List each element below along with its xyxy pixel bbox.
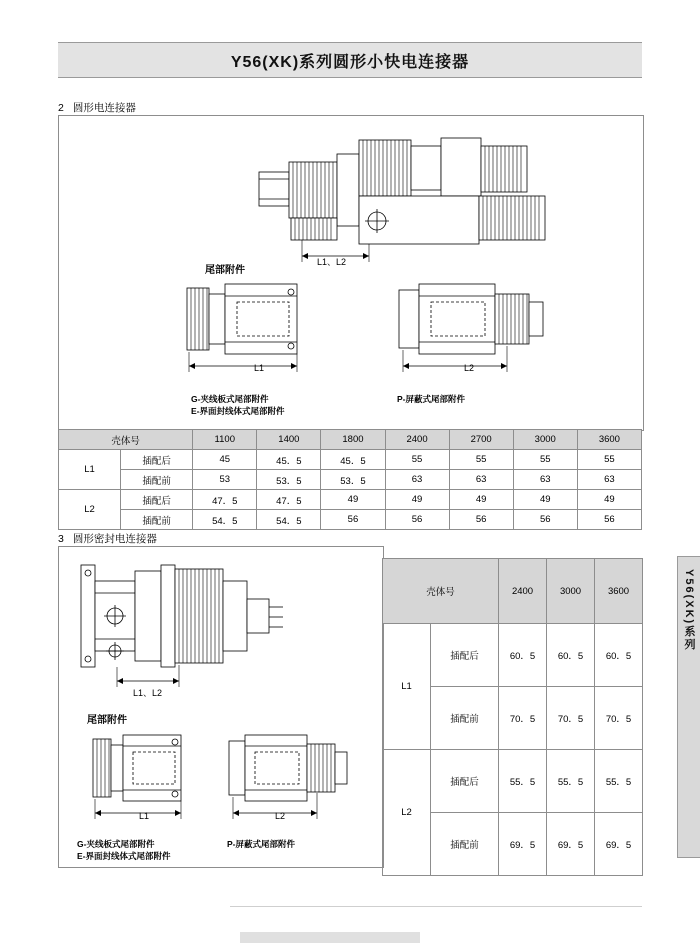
- table-row: [383, 750, 643, 813]
- table1-cell-r2c2: 49: [321, 490, 385, 510]
- table2-shell-2400: 2400: [499, 559, 547, 624]
- table1-cell-r1c3: 63: [385, 470, 449, 490]
- dimension-label-l2-fig1: L2: [464, 363, 475, 373]
- table1-cell-r0c1: 45．5: [257, 450, 321, 470]
- section-number-3: 3: [58, 533, 64, 545]
- table1-cell-r0c2: 45．5: [321, 450, 385, 470]
- table1-shell-1800: 1800: [321, 430, 385, 450]
- table-row: [59, 470, 642, 490]
- dimension-table-1: [58, 429, 642, 530]
- bottom-divider: [230, 906, 642, 907]
- section-heading-2: [58, 100, 136, 115]
- accessory-title-fig2: 尾部附件: [87, 715, 127, 726]
- table1-cell-r3c3: 56: [385, 510, 449, 530]
- caption-left-line2-fig2: E-界面封线体式尾部附件: [77, 851, 171, 861]
- table2-state-r0: 插配后: [431, 624, 499, 687]
- caption-left-line1-fig2: G-夹线板式尾部附件: [77, 839, 155, 849]
- table1-cell-r2c5: 49: [513, 490, 577, 510]
- caption-left-line2-fig1: E-界面封线体式尾部附件: [191, 406, 285, 416]
- table1-cell-r3c2: 56: [321, 510, 385, 530]
- table1-state-r1: 插配前: [121, 470, 193, 490]
- table1-group-l1: L1: [59, 450, 121, 490]
- section-heading-3: [58, 531, 157, 546]
- table2-cell-r0c2: 60．5: [595, 624, 643, 687]
- table2-cell-r1c0: 70．5: [499, 687, 547, 750]
- page-title: Y56(XK)系列圆形小快电连接器: [230, 53, 470, 71]
- table1-cell-r2c0: 47．5: [193, 490, 257, 510]
- table-row: [59, 510, 642, 530]
- table1-state-r2: 插配后: [121, 490, 193, 510]
- table2-group-l2: L2: [383, 750, 431, 876]
- table2-cell-r2c2: 55．5: [595, 750, 643, 813]
- dimension-label-l1l2-fig2: L1、L2: [133, 688, 163, 698]
- table1-cell-r2c6: 49: [577, 490, 641, 510]
- table2-group-l1: L1: [383, 624, 431, 750]
- table1-cell-r3c0: 54．5: [193, 510, 257, 530]
- table-row: [383, 559, 643, 624]
- table1-cell-r0c5: 55: [513, 450, 577, 470]
- table1-cell-r3c1: 54．5: [257, 510, 321, 530]
- table1-cell-r2c1: 47．5: [257, 490, 321, 510]
- table2-cell-r1c1: 70．5: [547, 687, 595, 750]
- table1-cell-r1c1: 53．5: [257, 470, 321, 490]
- caption-left-line1-fig1: G-夹线板式尾部附件: [191, 394, 269, 404]
- dimension-label-l1l2-fig1: L1、L2: [317, 257, 347, 267]
- table2-cell-r2c1: 55．5: [547, 750, 595, 813]
- page-title-banner: [58, 42, 642, 78]
- table-row: [59, 490, 642, 510]
- table2-cell-r0c1: 60．5: [547, 624, 595, 687]
- table1-cell-r1c5: 63: [513, 470, 577, 490]
- figure-connector-drawing-2: [58, 546, 384, 868]
- table1-shell-2400: 2400: [385, 430, 449, 450]
- table1-cell-r0c4: 55: [449, 450, 513, 470]
- table2-state-r1: 插配前: [431, 687, 499, 750]
- table-row: [59, 430, 642, 450]
- accessory-title-fig1: 尾部附件: [205, 265, 245, 276]
- assembly-drawing-1: [59, 116, 643, 276]
- dimension-label-l2-fig2: L2: [275, 811, 286, 821]
- table1-shell-2700: 2700: [449, 430, 513, 450]
- dimension-label-l1-fig2: L1: [139, 811, 150, 821]
- table2-shell-3000: 3000: [547, 559, 595, 624]
- assembly-drawing-2: [59, 547, 383, 717]
- table1-cell-r2c4: 49: [449, 490, 513, 510]
- table1-cell-r1c4: 63: [449, 470, 513, 490]
- table2-state-r3: 插配前: [431, 813, 499, 876]
- caption-right-fig1: [397, 393, 465, 405]
- table1-shell-3000: 3000: [513, 430, 577, 450]
- table1-state-r3: 插配前: [121, 510, 193, 530]
- caption-right-line1-fig1: P-屏蔽式尾部附件: [397, 394, 466, 404]
- table2-corner-label: 壳体号: [383, 559, 499, 624]
- table2-cell-r3c1: 69．5: [547, 813, 595, 876]
- figure-connector-drawing-1: [58, 115, 644, 431]
- table2-cell-r0c0: 60．5: [499, 624, 547, 687]
- table2-state-r2: 插配后: [431, 750, 499, 813]
- table1-cell-r3c6: 56: [577, 510, 641, 530]
- table1-shell-1400: 1400: [257, 430, 321, 450]
- table2-cell-r3c2: 69．5: [595, 813, 643, 876]
- caption-left-fig2: [77, 838, 171, 862]
- section-title-2: 圆形电连接器: [72, 102, 136, 114]
- bottom-bar: [240, 932, 420, 943]
- table-row: [383, 624, 643, 687]
- dimension-label-l1-fig1: L1: [254, 363, 265, 373]
- caption-right-fig2: [227, 838, 295, 850]
- table2-cell-r3c0: 69．5: [499, 813, 547, 876]
- table1-corner-label: 壳体号: [59, 430, 193, 450]
- side-tab: [677, 556, 700, 858]
- table1-cell-r0c3: 55: [385, 450, 449, 470]
- table1-state-r0: 插配后: [121, 450, 193, 470]
- table1-cell-r1c2: 53．5: [321, 470, 385, 490]
- table2-shell-3600: 3600: [595, 559, 643, 624]
- table2-cell-r1c2: 70．5: [595, 687, 643, 750]
- table1-shell-1100: 1100: [193, 430, 257, 450]
- table1-cell-r1c0: 53: [193, 470, 257, 490]
- caption-left-fig1: [191, 393, 285, 417]
- table-row: [59, 450, 642, 470]
- table1-cell-r3c5: 56: [513, 510, 577, 530]
- accessory-drawings-1: [59, 276, 643, 401]
- table1-group-l2: L2: [59, 490, 121, 530]
- table1-cell-r0c0: 45: [193, 450, 257, 470]
- table1-cell-r3c4: 56: [449, 510, 513, 530]
- section-title-3: 圆形密封电连接器: [72, 533, 157, 545]
- section-number-2: 2: [58, 102, 64, 114]
- table2-cell-r2c0: 55．5: [499, 750, 547, 813]
- table1-cell-r0c6: 55: [577, 450, 641, 470]
- caption-right-line1-fig2: P-屏蔽式尾部附件: [227, 839, 296, 849]
- side-tab-label: Y56(XK)系列: [683, 569, 695, 652]
- table1-cell-r2c3: 49: [385, 490, 449, 510]
- dimension-table-2: [382, 558, 643, 876]
- table1-shell-3600: 3600: [577, 430, 641, 450]
- table1-cell-r1c6: 63: [577, 470, 641, 490]
